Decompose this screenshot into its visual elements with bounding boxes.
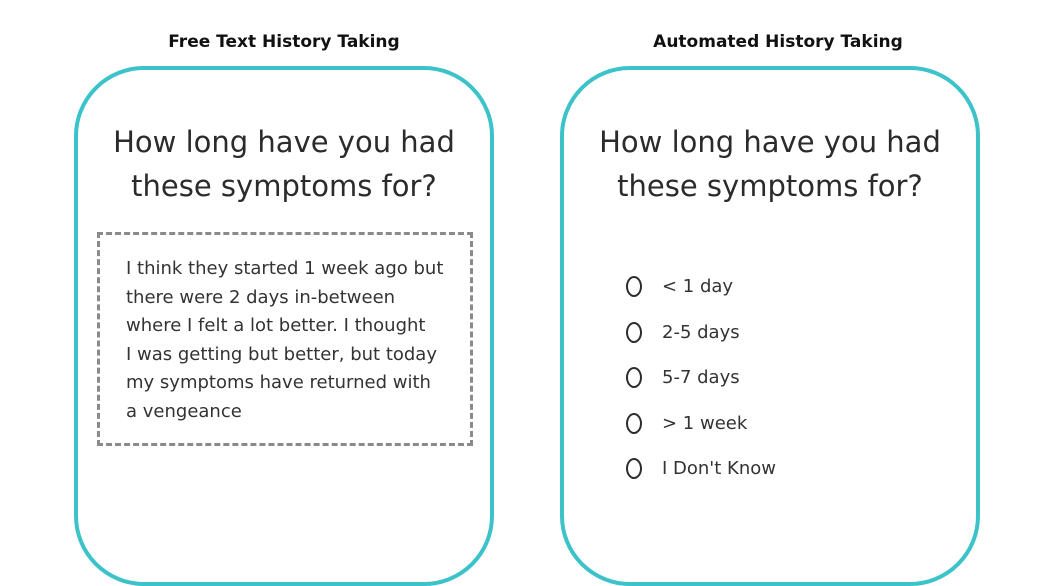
question-line: How long have you had	[113, 125, 455, 159]
option-label: 2-5 days	[662, 321, 740, 343]
automated-panel-title: Automated History Taking	[653, 32, 903, 52]
automated-question	[564, 120, 976, 208]
option-label: < 1 day	[662, 276, 734, 298]
answer-line: I think they started 1 week ago but	[126, 258, 444, 279]
question-line: these symptoms for?	[131, 169, 437, 203]
radio-button-icon[interactable]	[626, 276, 642, 297]
option-2-5-days[interactable]	[626, 310, 776, 356]
answer-line: a vengeance	[126, 400, 242, 422]
answer-line: my symptoms have returned with	[126, 372, 431, 393]
option-more-than-1-week[interactable]	[626, 401, 776, 447]
option-less-than-1-day[interactable]	[626, 264, 776, 310]
option-i-dont-know[interactable]	[626, 446, 776, 492]
option-5-7-days[interactable]	[626, 355, 776, 401]
radio-button-icon[interactable]	[626, 322, 642, 343]
radio-button-icon[interactable]	[626, 367, 642, 388]
option-label: 5-7 days	[662, 367, 740, 389]
option-label: > 1 week	[662, 412, 748, 434]
duration-options	[626, 264, 776, 492]
free-text-answer-box[interactable]	[97, 232, 473, 446]
question-line: How long have you had	[599, 125, 941, 159]
free-text-panel-title: Free Text History Taking	[168, 32, 400, 52]
answer-line: I was getting but better, but today	[126, 343, 437, 365]
answer-line: there were 2 days in-between	[126, 286, 396, 308]
radio-button-icon[interactable]	[626, 458, 642, 479]
radio-button-icon[interactable]	[626, 413, 642, 434]
free-text-card	[74, 66, 494, 586]
automated-card	[560, 66, 980, 586]
option-label: I Don't Know	[662, 458, 776, 480]
answer-line: where I felt a lot better. I thought	[126, 315, 426, 336]
question-line: these symptoms for?	[617, 169, 923, 203]
free-text-question	[78, 120, 490, 208]
